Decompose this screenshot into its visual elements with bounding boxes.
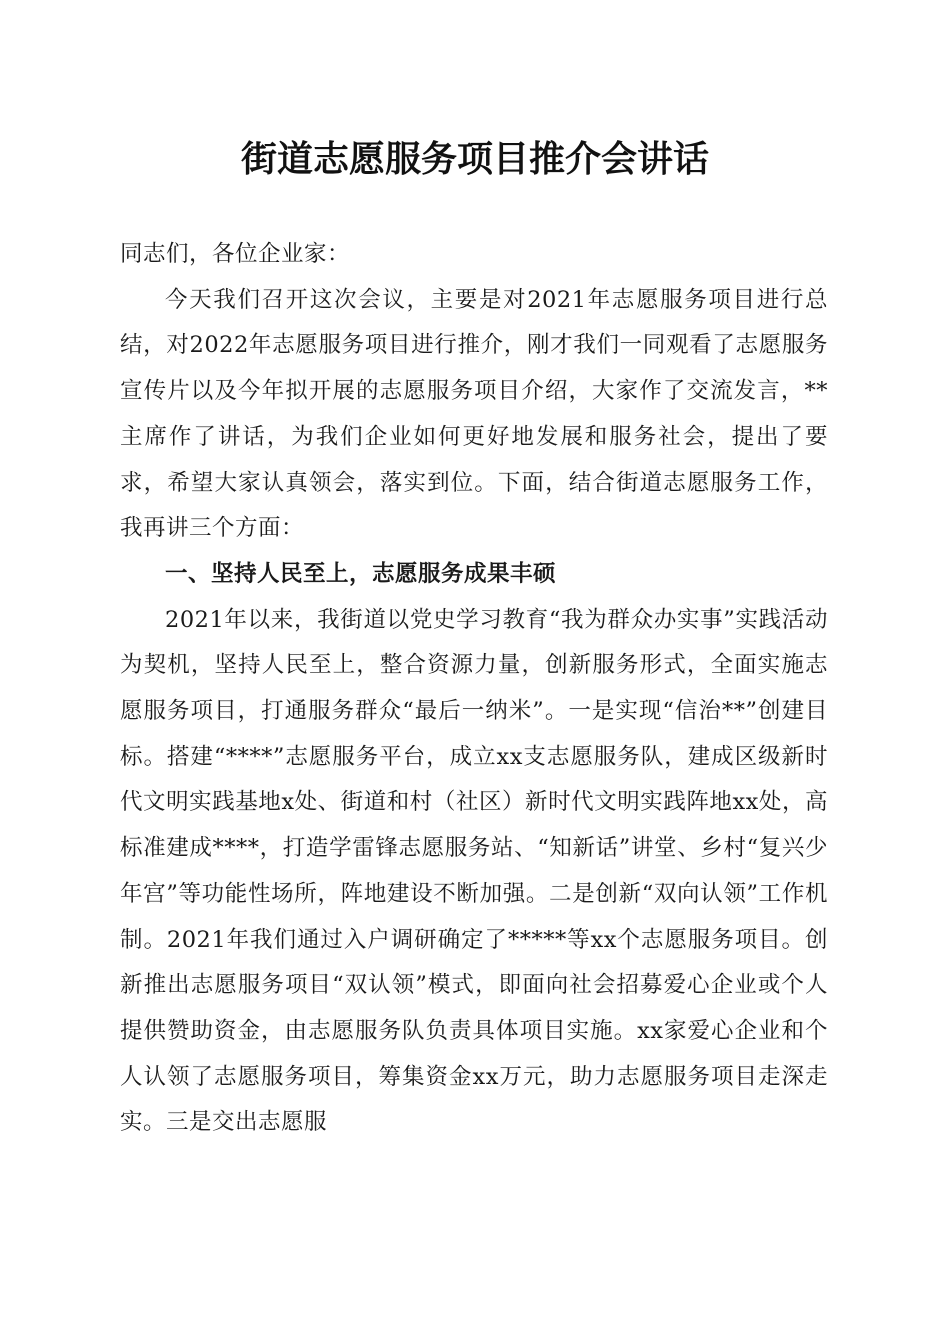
section-heading-1: 一、坚持人民至上，志愿服务成果丰硕 <box>165 560 557 587</box>
salutation: 同志们，各位企业家： <box>120 241 351 267</box>
document-title: 街道志愿服务项目推介会讲话 <box>240 138 709 180</box>
document-body <box>120 232 828 1146</box>
paragraph-intro: 今天我们召开这次会议，主要是对2021年志愿服务项目进行总结，对2022年志愿服务项目进行推介，刚才我们一同观看了志愿服务宣传片以及今年拟开展的志愿服务项目介绍，大家作了交流发言，**主席作了讲话，为我们企业如何更好地发展和服务社会，提出了要求，希望大家认真领会，落实到位。下面，结合街道志愿服务工作，我再讲三个方面： <box>120 286 828 542</box>
paragraph-section-1: 2021年以来，我街道以党史学习教育“我为群众办实事”实践活动为契机，坚持人民至上，整合资源力量，创新服务形式，全面实施志愿服务项目，打通服务群众“最后一纳米”。一是实现“信治**”创建目标。搭建“****”志愿服务平台，成立xx支志愿服务队，建成区级新时代文明实践基地x处、街道和村（社区）新时代文明实践阵地xx处，高标准建成****，打造学雷锋志愿服务站、“知新话”讲堂、乡村“复兴少年宫”等功能性场所，阵地建设不断加强。二是创新“双向认领”工作机制。2021年我们通过入户调研确定了*****等xx个志愿服务项目。创新推出志愿服务项目“双认领”模式，即面向社会招募爱心企业或个人提供赞助资金，由志愿服务队负责具体项目实施。xx家爱心企业和个人认领了志愿服务项目，筹集资金xx万元，助力志愿服务项目走深走实。三是交出志愿服 <box>120 606 828 1136</box>
